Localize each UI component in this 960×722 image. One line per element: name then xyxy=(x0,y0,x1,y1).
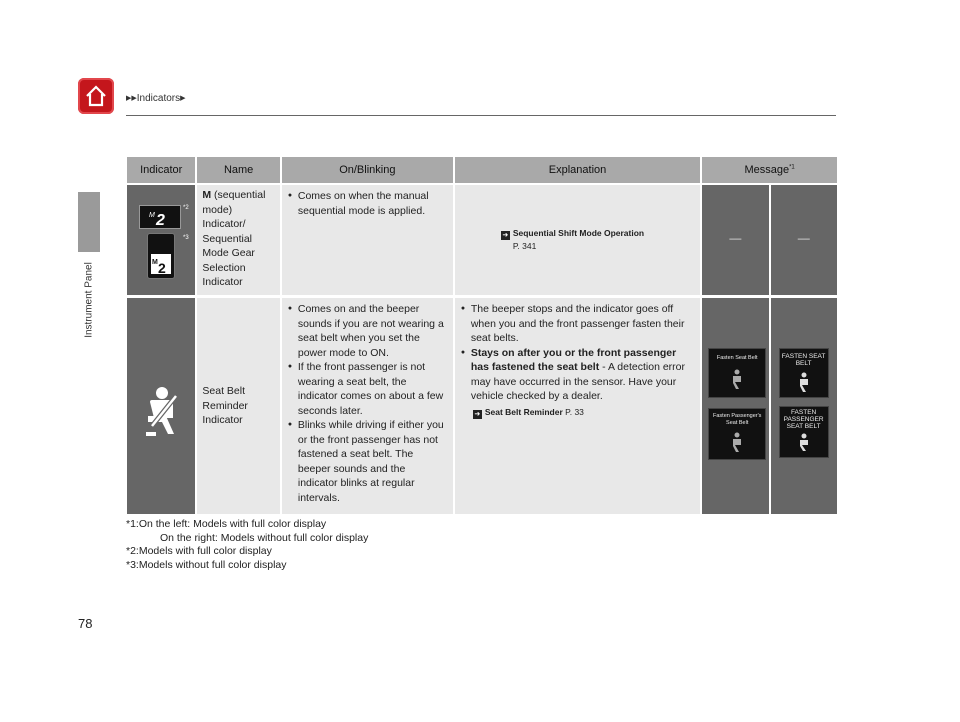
cross-reference-link[interactable]: ➜ Seat Belt Reminder P. 33 xyxy=(474,406,584,418)
seat-belt-indicator-cell xyxy=(127,295,195,514)
table-row xyxy=(127,295,837,514)
m2-color-display-icon xyxy=(139,205,181,229)
table-row xyxy=(127,183,837,295)
cross-reference-link[interactable]: ➜ Sequential Shift Mode Operation P. 341 xyxy=(502,228,645,251)
explanation-cell xyxy=(455,295,700,514)
footnotes xyxy=(126,518,368,572)
message-cell-mono xyxy=(771,295,837,514)
breadcrumb[interactable]: ▶▶Indicators▶ xyxy=(126,93,186,104)
on-blinking-cell xyxy=(282,295,453,514)
header-indicator: Indicator xyxy=(127,157,195,183)
svg-text:M: M xyxy=(149,212,155,219)
list-item: ● The beeper stops and the indicator goes off when you and the front passenger fasten their seat belts. xyxy=(461,302,694,346)
header-on-blinking: On/Blinking xyxy=(282,157,453,183)
header-message: Message$^{*1}$ xyxy=(702,157,837,183)
header-divider xyxy=(126,115,836,116)
list-item: ● Blinks while driving if either you or the front passenger has not fastened a seat belt. The beeper sounds and the indicator blinks at regular intervals. xyxy=(288,418,447,505)
fasten-passenger-seat-belt-screen: Fasten Passenger's Seat Belt xyxy=(708,408,766,460)
sidebar-label: Instrument Panel xyxy=(83,262,95,338)
arrow-icon: ➜ xyxy=(474,410,481,418)
home-icon[interactable] xyxy=(78,78,114,114)
explanation-cell xyxy=(455,183,700,295)
indicator-name: Seat Belt Reminder Indicator xyxy=(197,295,279,514)
list-item: ● Stays on after you or the front passenger has fastened the seat belt - A detection error may have occurred in the sensor. Have your vehicle checked by a dealer. xyxy=(461,346,694,404)
seat-belt-icon xyxy=(140,386,184,438)
message-cell-color: — xyxy=(702,183,768,295)
message-cell-mono: — xyxy=(771,183,837,295)
fasten-seat-belt-screen: Fasten Seat Belt xyxy=(708,348,766,398)
svg-text:2: 2 xyxy=(156,212,165,228)
indicator-table xyxy=(125,157,839,514)
mono-fasten-seat-belt-screen: FASTEN SEAT BELT xyxy=(779,348,829,398)
footnote-2: *2:Models with full color display xyxy=(126,545,272,557)
on-blinking-cell xyxy=(282,183,453,295)
m2-mono-display-icon xyxy=(147,233,175,279)
footnote-mark: *3 xyxy=(183,235,189,241)
list-item: ● Comes on and the beeper sounds if you are not wearing a seat belt when you set the power mode to ON. xyxy=(288,302,447,360)
svg-text:M: M xyxy=(152,259,158,266)
arrow-icon: ➜ xyxy=(502,232,509,239)
footnote-3: *3:Models without full color display xyxy=(126,558,287,571)
footnote-1: *1:On the left: Models with full color display xyxy=(126,518,327,530)
page-number: 78 xyxy=(78,616,93,631)
footnote-1-cont: On the right: Models without full color display xyxy=(160,531,369,544)
header-explanation: Explanation xyxy=(455,157,700,183)
mono-fasten-passenger-seat-belt-screen: FASTEN PASSENGER SEAT BELT xyxy=(779,406,829,458)
list-item: ● If the front passenger is not wearing a seat belt, the indicator comes on about a few seconds later. xyxy=(288,360,447,418)
footnote-mark: *2 xyxy=(183,205,189,211)
sidebar-tab xyxy=(78,192,100,252)
svg-text:2: 2 xyxy=(158,260,166,276)
message-cell-color xyxy=(702,295,768,514)
indicator-name: M (sequential mode) Indicator/ Sequential Mode Gear Selection Indicator xyxy=(197,183,279,295)
header-name: Name xyxy=(197,157,279,183)
list-item: ● Comes on when the manual sequential mode is applied. xyxy=(288,189,447,218)
sequential-mode-indicator-cell xyxy=(127,183,195,295)
